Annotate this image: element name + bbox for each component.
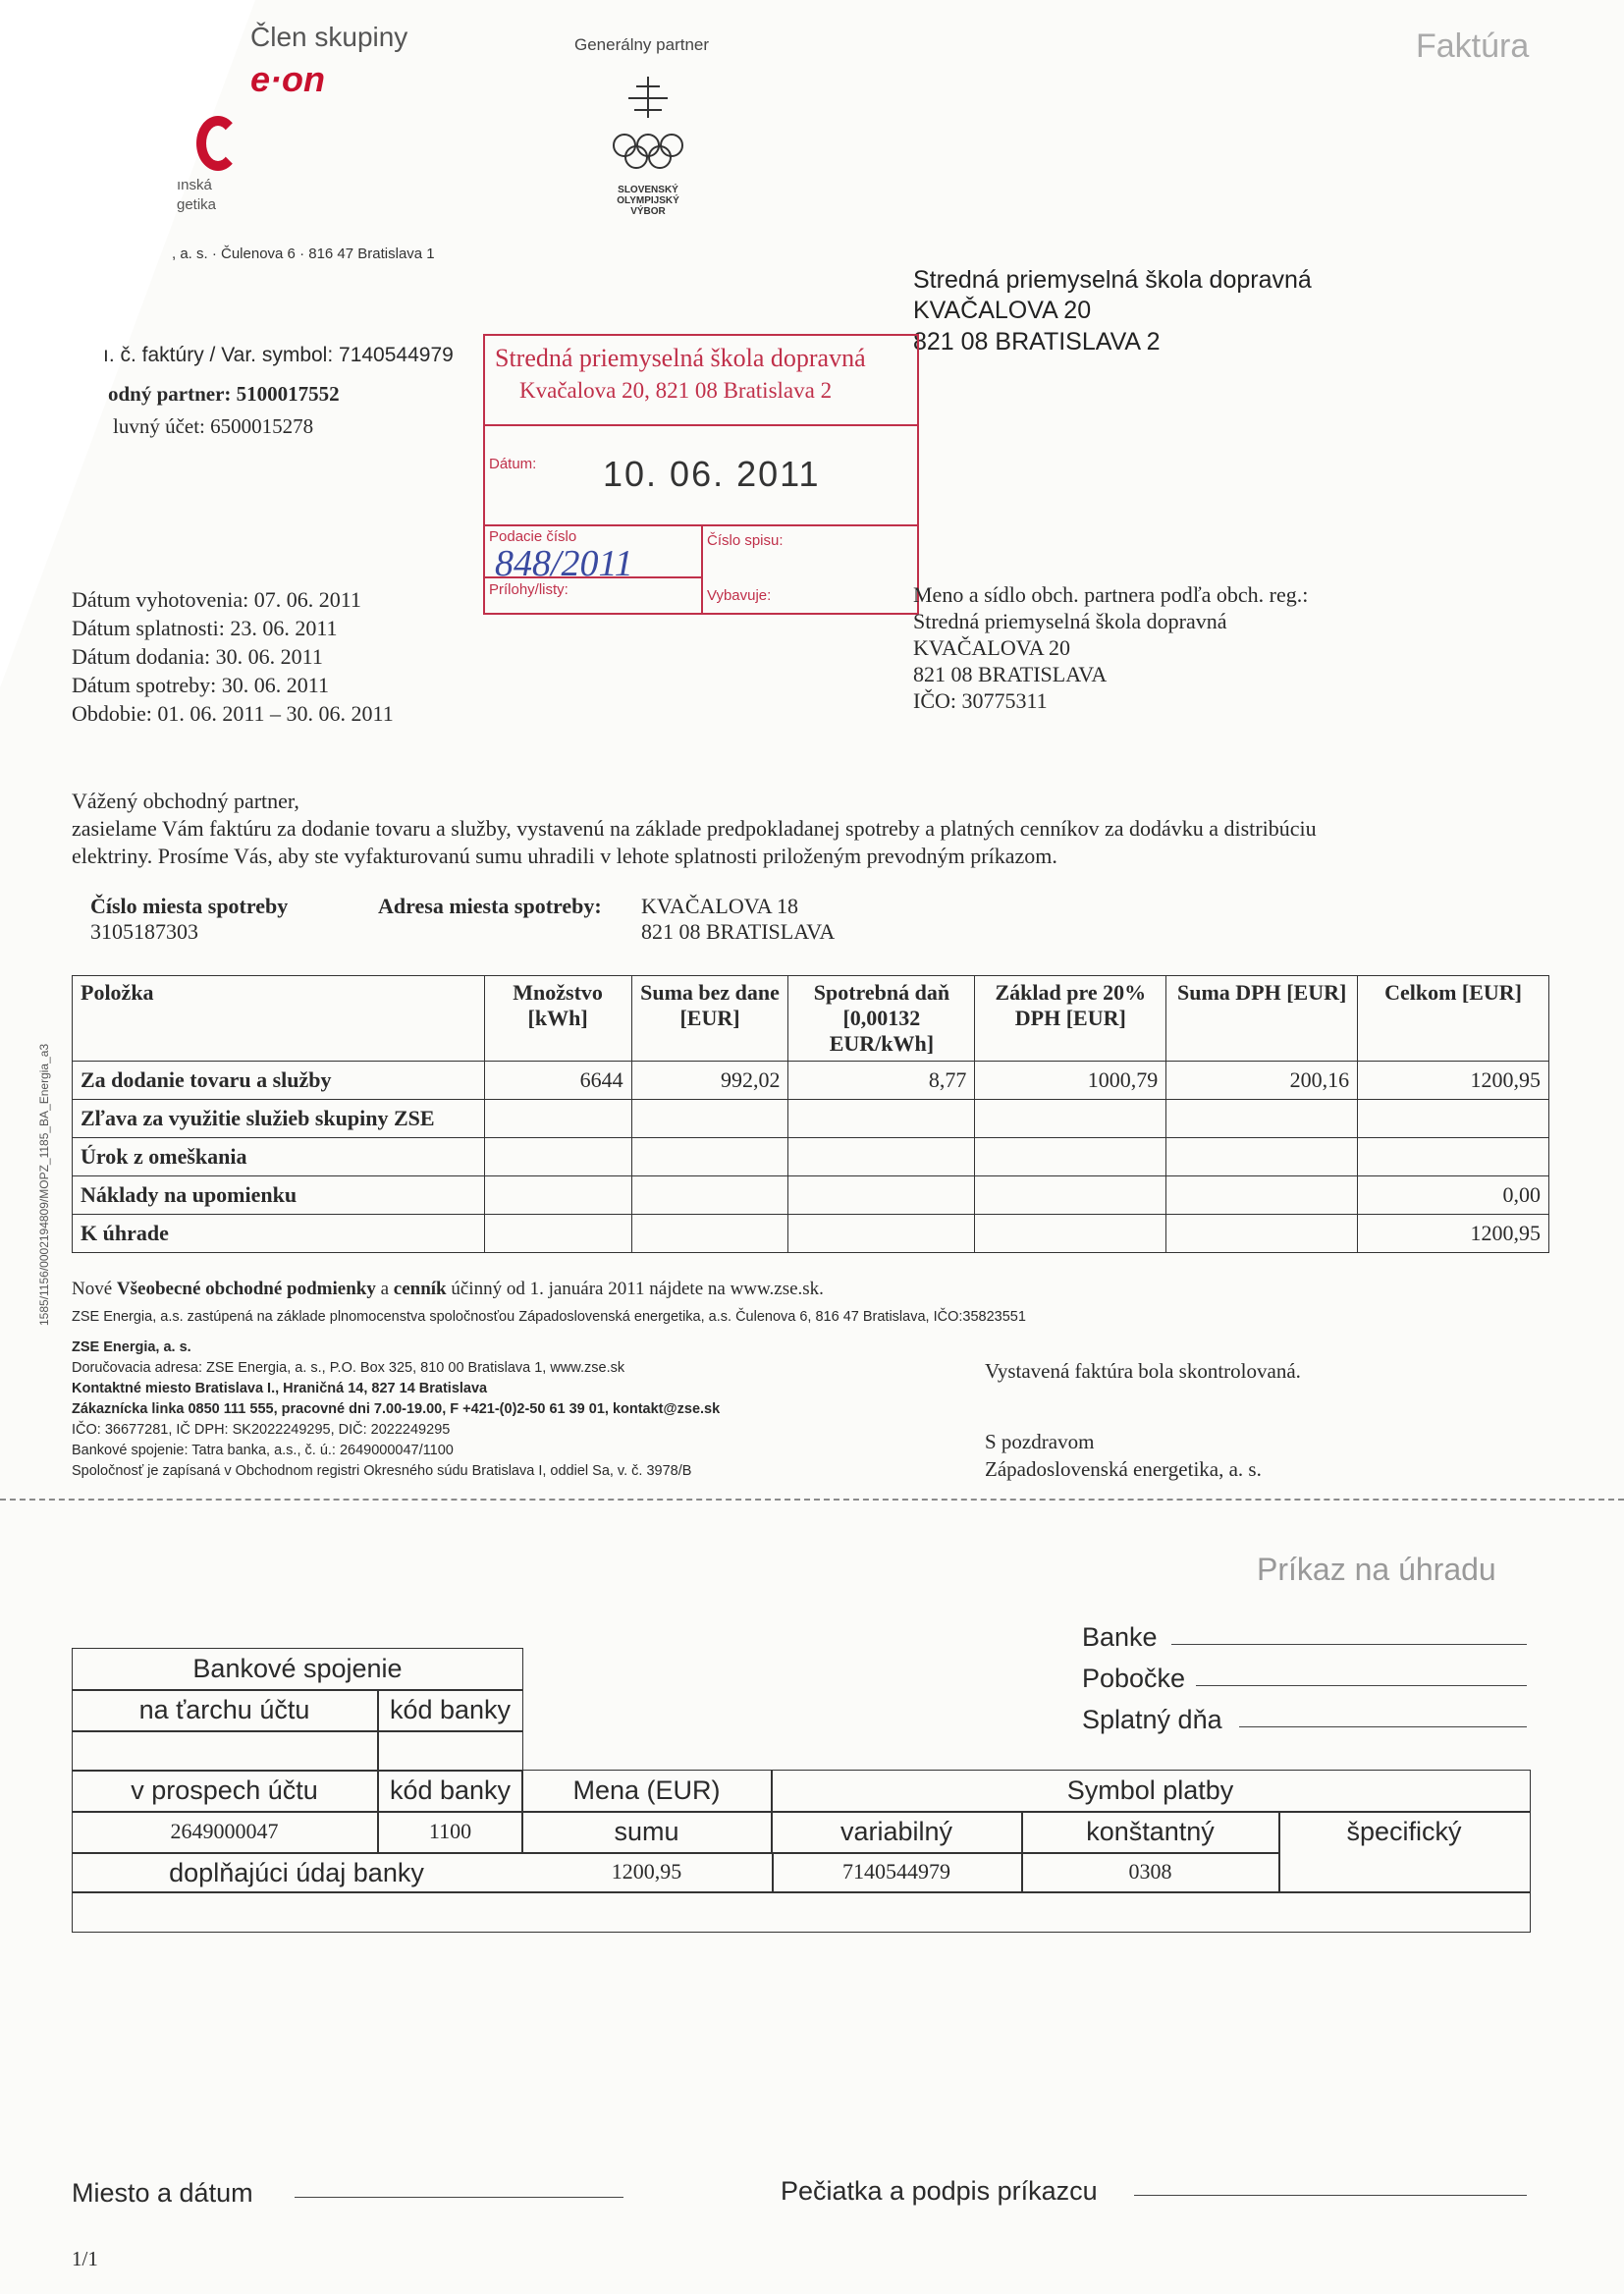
credit-bank-code-label: kód banky xyxy=(389,1775,512,1805)
contract-account: luvný účet: 6500015278 xyxy=(113,414,314,438)
account-number-value: 2649000047 xyxy=(170,1819,279,1843)
table-row xyxy=(73,1215,1549,1253)
letter-greeting: Vážený obchodný partner, xyxy=(72,789,299,813)
header-total: Celkom [EUR] xyxy=(1358,976,1549,1062)
page-number: 1/1 xyxy=(72,2247,98,2270)
supplementary-data-label: doplňajúci údaj banky xyxy=(169,1858,424,1887)
row-amount-net xyxy=(631,1138,788,1176)
consumption-address-label: Adresa miesta spotreby: xyxy=(378,894,602,918)
consumption-address-line2: 821 08 BRATISLAVA xyxy=(641,919,836,944)
row-item: Úrok z omeškania xyxy=(73,1138,485,1176)
perforation-line xyxy=(0,1499,1624,1501)
bank-connection-header: Bankové spojenie xyxy=(192,1654,403,1683)
company-name-fragment-1: ınská xyxy=(177,177,212,193)
header-vat-base: Základ pre 20% DPH [EUR] xyxy=(975,976,1166,1062)
olympic-line-1: SLOVENSKÝ xyxy=(618,185,678,195)
stamp-school-name: Stredná priemyselná škola dopravná xyxy=(495,344,866,372)
terms-bold-1: Všeobecné obchodné podmienky xyxy=(116,1279,376,1299)
row-total: 1200,95 xyxy=(1358,1062,1549,1100)
header-amount-net: Suma bez dane [EUR] xyxy=(631,976,788,1062)
table-header-row xyxy=(73,976,1549,1062)
specific-symbol-label: špecifický xyxy=(1346,1817,1462,1846)
recipient-city: 821 08 BRATISLAVA 2 xyxy=(913,327,1161,355)
row-excise-tax xyxy=(788,1215,975,1253)
table-row xyxy=(73,1062,1549,1100)
olympic-line-2: OLYMPIJSKÝ xyxy=(617,195,679,206)
row-excise-tax xyxy=(788,1138,975,1176)
general-partner-label: Generálny partner xyxy=(574,35,710,54)
footer-ids: IČO: 36677281, IČ DPH: SK2022249295, DIČ: 2022249295 xyxy=(72,1422,451,1438)
row-item: Náklady na upomienku xyxy=(73,1176,485,1215)
header-quantity: Množstvo [kWh] xyxy=(484,976,631,1062)
row-quantity xyxy=(484,1138,631,1176)
currency-label: Mena (EUR) xyxy=(572,1775,721,1805)
terms-text-1: Nové xyxy=(72,1279,117,1299)
footer-company: ZSE Energia, a. s. xyxy=(72,1339,191,1355)
stamp-handler-label: Vybavuje: xyxy=(707,587,772,604)
row-quantity xyxy=(484,1215,631,1253)
row-quantity xyxy=(484,1100,631,1138)
payment-symbol-label: Symbol platby xyxy=(1066,1775,1234,1805)
partner-info-label: Meno a sídlo obch. partnera podľa obch. reg.: xyxy=(913,582,1309,607)
invoice-checked-note: Vystavená faktúra bola skontrolovaná. xyxy=(985,1359,1301,1383)
row-total: 0,00 xyxy=(1358,1176,1549,1215)
bank-code-value: 1100 xyxy=(428,1819,472,1843)
credit-account-label: v prospech účtu xyxy=(131,1775,318,1805)
partner-info-name: Stredná priemyselná škola dopravná xyxy=(913,609,1227,633)
zse-logo-icon xyxy=(196,116,240,171)
row-quantity xyxy=(484,1176,631,1215)
company-address: , a. s. · Čulenova 6 · 816 47 Bratislava 1 xyxy=(172,246,435,262)
regards: S pozdravom xyxy=(985,1430,1095,1453)
debit-account-label: na ťarchu účtu xyxy=(138,1695,310,1724)
signer-company: Západoslovenská energetika, a. s. xyxy=(985,1457,1262,1481)
row-quantity: 6644 xyxy=(484,1062,631,1100)
variable-symbol-label: variabilný xyxy=(839,1817,953,1846)
row-total: 1200,95 xyxy=(1358,1215,1549,1253)
row-vat-base xyxy=(975,1100,1166,1138)
footer-hotline: Zákaznícka linka 0850 111 555, pracovné dni 7.00-19.00, F +421-(0)2-50 61 39 01, kontakt@zse.sk xyxy=(72,1401,721,1417)
row-item: Za dodanie tovaru a služby xyxy=(73,1062,485,1100)
company-name-fragment-2: getika xyxy=(177,196,217,213)
stamp-file-label: Číslo spisu: xyxy=(707,532,784,549)
row-vat xyxy=(1166,1138,1358,1176)
table-row xyxy=(73,1176,1549,1215)
stamp-signature-label: Pečiatka a podpis príkazcu xyxy=(781,2176,1098,2206)
due-day-label: Splatný dňa xyxy=(1082,1705,1222,1734)
row-vat xyxy=(1166,1215,1358,1253)
row-vat: 200,16 xyxy=(1166,1062,1358,1100)
invoice-items-table xyxy=(72,975,1549,1253)
stamp-date-value: 10. 06. 2011 xyxy=(603,454,821,494)
row-excise-tax xyxy=(788,1100,975,1138)
row-amount-net xyxy=(631,1100,788,1138)
olympic-line-3: VÝBOR xyxy=(630,206,666,217)
constant-symbol-value: 0308 xyxy=(1128,1859,1172,1884)
constant-symbol-label: konštantný xyxy=(1086,1817,1215,1846)
footer-contact-point: Kontaktné miesto Bratislava I., Hraničná 14, 827 14 Bratislava xyxy=(72,1381,488,1396)
footer-mailing-address: Doručovacia adresa: ZSE Energia, a. s., P.O. Box 325, 810 00 Bratislava 1, www.zse.sk xyxy=(72,1360,625,1376)
row-vat-base xyxy=(975,1215,1166,1253)
row-total xyxy=(1358,1100,1549,1138)
row-item: Zľava za využitie služieb skupiny ZSE xyxy=(73,1100,485,1138)
due-date: Dátum splatnosti: 23. 06. 2011 xyxy=(72,616,338,640)
bank-label: Banke xyxy=(1082,1622,1158,1652)
letter-body-2: elektriny. Prosíme Vás, aby ste vyfakturovanú sumu uhradili v lehote splatnosti priloženým prevodným príkazom. xyxy=(72,844,1057,868)
header-item: Položka xyxy=(73,976,485,1062)
document-type-title: Faktúra xyxy=(1416,27,1530,65)
branch-label: Pobočke xyxy=(1082,1664,1186,1693)
delivery-date: Dátum dodania: 30. 06. 2011 xyxy=(72,644,323,669)
consumption-date: Dátum spotreby: 30. 06. 2011 xyxy=(72,673,329,697)
row-amount-net xyxy=(631,1176,788,1215)
registry-stamp xyxy=(483,334,919,615)
row-excise-tax: 8,77 xyxy=(788,1062,975,1100)
amount-value: 1200,95 xyxy=(611,1859,682,1884)
row-vat-base xyxy=(975,1138,1166,1176)
stamp-reg-value: 848/2011 xyxy=(495,543,633,584)
partner-info-city: 821 08 BRATISLAVA xyxy=(913,662,1108,686)
issue-date: Dátum vyhotovenia: 07. 06. 2011 xyxy=(72,587,361,612)
stamp-date-label: Dátum: xyxy=(489,456,537,472)
stamp-school-address: Kvačalova 20, 821 08 Bratislava 2 xyxy=(519,378,833,403)
olympic-committee-logo-icon xyxy=(599,69,697,177)
row-vat xyxy=(1166,1100,1358,1138)
terms-text-3: účinný od 1. januára 2011 nájdete na www.zse.sk. xyxy=(446,1279,824,1299)
row-item: K úhrade xyxy=(73,1215,485,1253)
stamp-attachments-label: Prílohy/listy: xyxy=(489,581,568,598)
header-vat: Suma DPH [EUR] xyxy=(1166,976,1358,1062)
representation-note: ZSE Energia, a.s. zastúpená na základe plnomocenstva spoločnosťou Západoslovenská energetika, a.s. Čulenova 6, 816 47 Bratislava, IČO:35823551 xyxy=(72,1309,1026,1325)
table-row xyxy=(73,1100,1549,1138)
row-amount-net: 992,02 xyxy=(631,1062,788,1100)
payment-order-title: Príkaz na úhradu xyxy=(1257,1552,1496,1587)
consumption-address-line1: KVAČALOVA 18 xyxy=(641,894,798,918)
stamp-reg-label: Podacie číslo xyxy=(489,528,577,545)
header-excise-tax: Spotrebná daň [0,00132 EUR/kWh] xyxy=(788,976,975,1062)
letter-body-1: zasielame Vám faktúru za dodanie tovaru a služby, vystavenú na základe predpokladanej spotreby a platných cenníkov za dodávku a distribúciu xyxy=(72,816,1317,841)
terms-text-2: a xyxy=(375,1279,394,1299)
consumption-point-value: 3105187303 xyxy=(90,919,198,944)
billing-period: Obdobie: 01. 06. 2011 – 30. 06. 2011 xyxy=(72,701,394,726)
invoice-number: ı. č. faktúry / Var. symbol: 7140544979 xyxy=(103,344,454,366)
recipient-street: KVAČALOVA 20 xyxy=(913,297,1092,325)
row-vat-base: 1000,79 xyxy=(975,1062,1166,1100)
partner-info-street: KVAČALOVA 20 xyxy=(913,635,1070,660)
terms-bold-2: cenník xyxy=(393,1279,447,1299)
debit-bank-code-label: kód banky xyxy=(389,1695,512,1724)
side-code: 1585/1156/0002194809/MOPZ_1185_BA_Energia_a3 xyxy=(37,1043,51,1326)
supplementary-data-row xyxy=(72,1891,1531,1933)
partner-info-ico: IČO: 30775311 xyxy=(913,688,1048,713)
amount-label: sumu xyxy=(614,1817,679,1846)
row-amount-net xyxy=(631,1215,788,1253)
row-total xyxy=(1358,1138,1549,1176)
footer-registry: Spoločnosť je zapísaná v Obchodnom registri Okresného súdu Bratislava I, oddiel Sa, v. č. 3978/B xyxy=(72,1463,692,1479)
row-vat xyxy=(1166,1176,1358,1215)
recipient-name: Stredná priemyselná škola dopravná xyxy=(913,266,1312,294)
row-vat-base xyxy=(975,1176,1166,1215)
row-excise-tax xyxy=(788,1176,975,1215)
eon-logo: e·on xyxy=(250,59,325,99)
member-of-label: Člen skupiny xyxy=(250,22,408,52)
business-partner-number: odný partner: 5100017552 xyxy=(108,382,340,406)
place-date-label: Miesto a dátum xyxy=(72,2178,253,2208)
footer-bank: Bankové spojenie: Tatra banka, a.s., č. ú.: 2649000047/1100 xyxy=(72,1443,454,1458)
variable-symbol-value: 7140544979 xyxy=(842,1859,950,1884)
table-row xyxy=(73,1138,1549,1176)
consumption-point-label: Číslo miesta spotreby xyxy=(90,894,289,918)
